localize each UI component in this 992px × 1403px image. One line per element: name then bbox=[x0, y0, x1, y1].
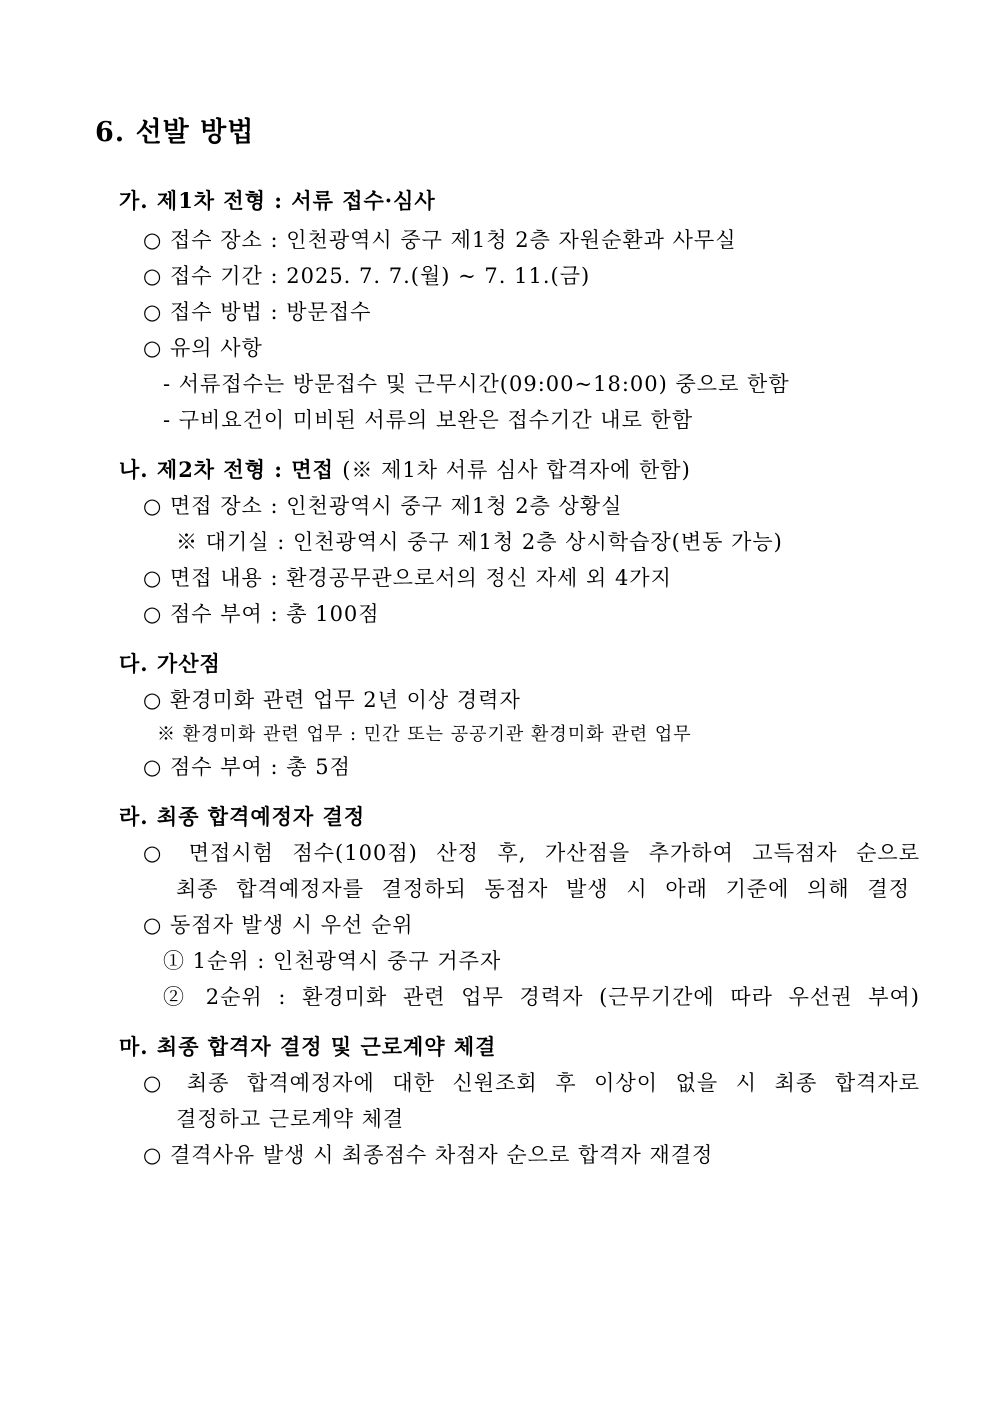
list-item-final-decision-cont: 최종 합격예정자를 결정하되 동점자 발생 시 아래 기준에 의해 결정 bbox=[176, 877, 910, 901]
list-item-final-decision: ○ 면접시험 점수(100점) 산정 후, 가산점을 추가하여 고득점자 순으로 bbox=[143, 841, 920, 865]
list-item-bonus-score: ○ 점수 부여 : 총 5점 bbox=[143, 755, 351, 779]
list-item-reception-method: ○ 접수 방법 : 방문접수 bbox=[143, 300, 372, 324]
section-heading-interview bbox=[119, 456, 691, 484]
list-item-bonus-experience: ○ 환경미화 관련 업무 2년 이상 경력자 bbox=[143, 688, 521, 712]
list-item-background-check-cont: 결정하고 근로계약 체결 bbox=[176, 1107, 405, 1131]
list-item-background-check: ○ 최종 합격예정자에 대한 신원조회 후 이상이 없을 시 최종 합격자로 bbox=[143, 1071, 920, 1095]
list-item-interview-content: ○ 면접 내용 : 환경공무관으로서의 정신 자세 외 4가지 bbox=[143, 566, 672, 590]
note-bonus-definition: ※ 환경미화 관련 업무 : 민간 또는 공공기관 환경미화 관련 업무 bbox=[157, 724, 692, 745]
section-heading-note: (※ 제1차 서류 심사 합격자에 한함) bbox=[342, 458, 691, 482]
list-item-tie-priority: ○ 동점자 발생 시 우선 순위 bbox=[143, 913, 414, 937]
page-title: 6. 선발 방법 bbox=[95, 117, 255, 148]
section-heading-text: 나. 제2차 전형 : 면접 bbox=[119, 457, 334, 482]
list-item-reception-place: ○ 접수 장소 : 인천광역시 중구 제1청 2층 자원순환과 사무실 bbox=[143, 228, 737, 252]
list-item-interview-place: ○ 면접 장소 : 인천광역시 중구 제1청 2층 상황실 bbox=[143, 494, 623, 518]
note-item: - 서류접수는 방문접수 및 근무시간(09:00~18:00) 중으로 한함 bbox=[163, 372, 790, 396]
priority-item-2: ② 2순위 : 환경미화 관련 업무 경력자 (근무기간에 따라 우선권 부여) bbox=[163, 985, 920, 1009]
section-heading-final-contract: 마. 최종 합격자 결정 및 근로계약 체결 bbox=[119, 1034, 497, 1059]
section-heading-bonus-points: 다. 가산점 bbox=[119, 651, 221, 676]
list-item-reception-period: ○ 접수 기간 : 2025. 7. 7.(월) ~ 7. 11.(금) bbox=[143, 264, 591, 288]
priority-item-1: ① 1순위 : 인천광역시 중구 거주자 bbox=[163, 949, 502, 973]
list-item-disqualification: ○ 결격사유 발생 시 최종점수 차점자 순으로 합격자 재결정 bbox=[143, 1143, 714, 1167]
list-item-notes-title: ○ 유의 사항 bbox=[143, 336, 263, 360]
section-heading-final-candidate: 라. 최종 합격예정자 결정 bbox=[119, 804, 366, 829]
note-item: - 구비요건이 미비된 서류의 보완은 접수기간 내로 한함 bbox=[163, 408, 694, 432]
note-waiting-room: ※ 대기실 : 인천광역시 중구 제1청 2층 상시학습장(변동 가능) bbox=[176, 530, 783, 554]
list-item-interview-score: ○ 점수 부여 : 총 100점 bbox=[143, 602, 380, 626]
section-heading-document-screening: 가. 제1차 전형 : 서류 접수·심사 bbox=[119, 188, 436, 213]
